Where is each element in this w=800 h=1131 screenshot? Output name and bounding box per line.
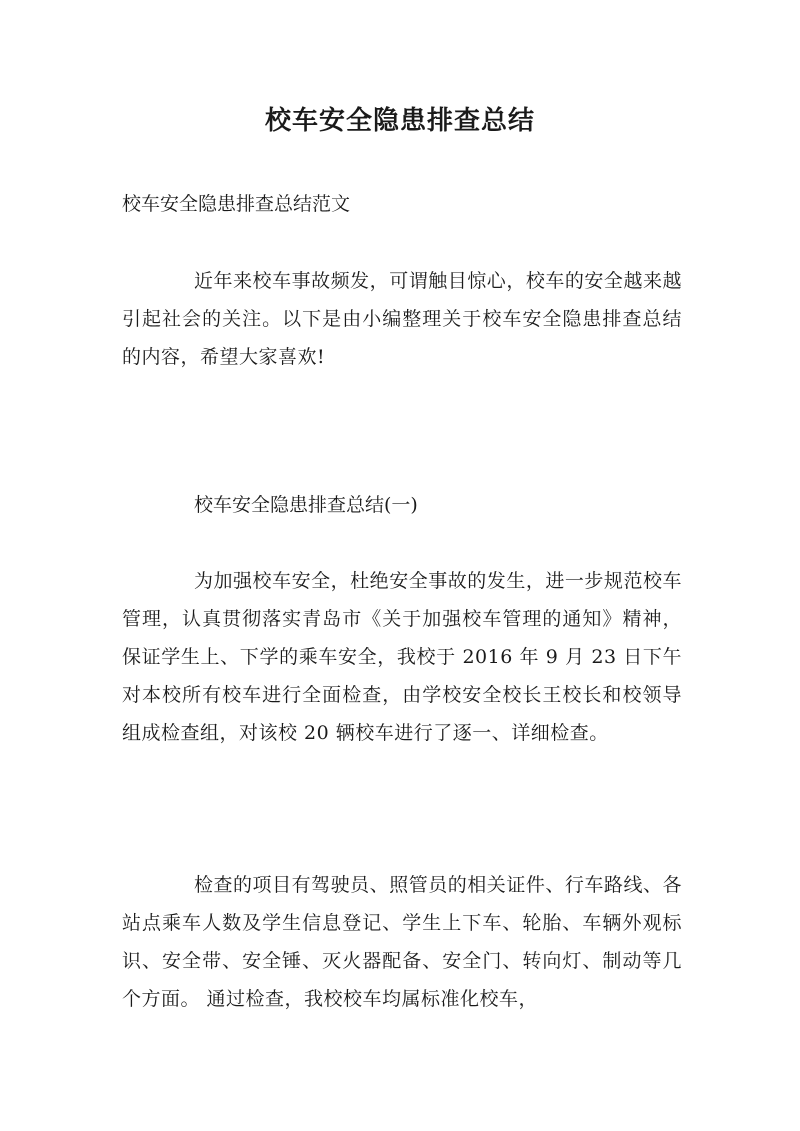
intro-paragraph: 近年来校车事故频发，可谓触目惊心，校车的安全越来越引起社会的关注。以下是由小编整理关于校车安全隐患排查总结的内容，希望大家喜欢! (122, 270, 682, 368)
document-subtitle: 校车安全隐患排查总结范文 (122, 193, 351, 215)
body-paragraph-1: 为加强校车安全，杜绝安全事故的发生，进一步规范校车管理，认真贯彻落实青岛市《关于加强校车管理的通知》精神，保证学生上、下学的乘车安全，我校于 2016 年 9 月 23 日下午对本校所有校车进行全面检查，由学校安全校长王校长和校领导组成检查组，对该校 20 辆校车进行了逐一、详细检查。 (122, 570, 682, 744)
body-paragraph-2: 检查的项目有驾驶员、照管员的相关证件、行车路线、各站点乘车人数及学生信息登记、学生上下车、轮胎、车辆外观标识、安全带、安全锤、灭火器配备、安全门、转向灯、制动等几个方面。 通过检查，我校校车均属标准化校车， (122, 874, 682, 1010)
document-title: 校车安全隐患排查总结 (264, 106, 535, 136)
section-heading: 校车安全隐患排查总结(一) (194, 494, 418, 516)
